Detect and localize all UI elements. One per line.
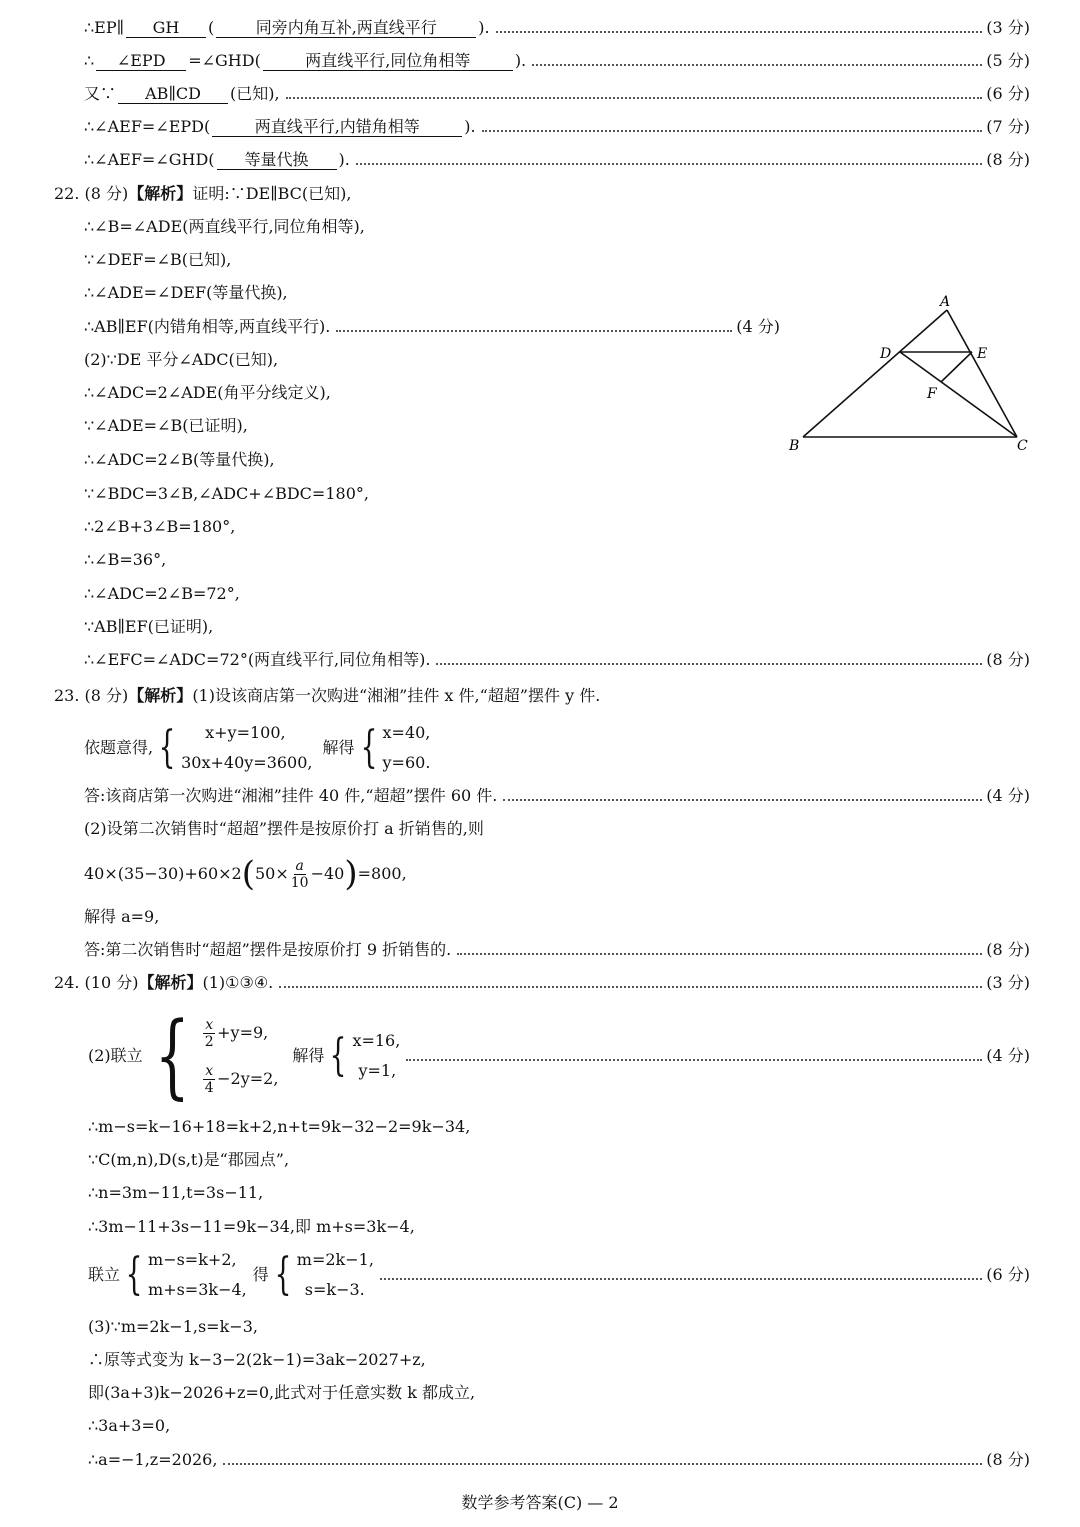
text: ). (514, 51, 527, 70)
q22-line: (2)∵DE 平分∠ADC(已知), (84, 350, 279, 369)
question-number: 24. (10 分) (54, 973, 139, 992)
paren-open: ( (241, 854, 255, 894)
q22-line: ∴∠B=36°, (84, 550, 167, 569)
text: (1)设该商店第一次购进“湘湘”挂件 x 件,“超超”摆件 y 件. (192, 686, 601, 705)
leader-dots (532, 64, 982, 66)
text: ( (208, 18, 215, 37)
leader-dots (496, 31, 983, 33)
proof-line-5 (84, 148, 1030, 172)
q24-line: ∴n=3m−11,t=3s−11, (88, 1183, 264, 1202)
q24-line: (3)∵m=2k−1,s=k−3, (88, 1317, 258, 1336)
text: ∴EP∥ (84, 18, 125, 37)
text: (1)①③④. (202, 973, 274, 992)
fill-blank: 等量代换 (217, 151, 337, 170)
equation: 30x+40y=3600, (181, 753, 313, 772)
q23-heading (54, 684, 600, 708)
label-d: D (880, 346, 892, 362)
fill-blank: AB∥CD (118, 85, 228, 104)
text: 答:第二次销售时“超超”摆件是按原价打 9 折销售的. (84, 940, 452, 959)
side-ab (803, 310, 947, 437)
text: (已知), (230, 84, 280, 103)
label-e: E (977, 346, 988, 362)
equation: x=16, (352, 1031, 401, 1050)
solution-system (269, 1245, 374, 1305)
paren-close: ) (344, 854, 358, 894)
q22-line: ∵∠ADE=∠B(已证明), (84, 416, 248, 435)
score: (8 分) (986, 1450, 1030, 1469)
brace-icon: { (330, 1030, 347, 1081)
score: (3 分) (986, 973, 1030, 992)
q22-line: ∴∠ADC=2∠ADE(角平分线定义), (84, 383, 331, 402)
q22-line: ∴∠ADC=2∠B(等量代换), (84, 450, 275, 469)
proof-line-3 (84, 82, 1030, 106)
text: ). (338, 150, 350, 169)
score: (8 分) (986, 150, 1030, 169)
text: 答:该商店第一次购进“湘湘”挂件 40 件,“超超”摆件 60 件. (84, 786, 498, 805)
fill-blank: 两直线平行,同位角相等 (263, 52, 513, 71)
q22-line: ∵AB∥EF(已证明), (84, 617, 214, 636)
q24-line: ∵C(m,n),D(s,t)是“郡园点”, (88, 1150, 290, 1169)
proof-line-4 (84, 115, 1030, 139)
fraction (291, 858, 309, 891)
equation: m−s=k+2, (148, 1250, 237, 1269)
score: (3 分) (986, 18, 1030, 37)
text: 解得 (322, 738, 355, 757)
equation: s=k−3. (304, 1280, 365, 1299)
q24-line: ∴原等式变为 k−3−2(2k−1)=3ak−2027+z, (88, 1350, 426, 1369)
q22-line: ∵∠BDC=3∠B,∠ADC+∠BDC=180°, (84, 484, 369, 503)
analysis-tag: 【解析】 (138, 973, 203, 992)
q23-answer-1 (84, 784, 1030, 808)
score: (6 分) (986, 84, 1030, 103)
brace-icon: { (154, 1002, 190, 1109)
leader-dots (336, 330, 732, 332)
score: (4 分) (736, 317, 780, 336)
equation: m=2k−1, (296, 1250, 374, 1269)
solution-system (324, 1026, 400, 1086)
proof-line-1 (84, 16, 1030, 40)
equation: x+y=100, (205, 723, 286, 742)
text: 40×(35−30)+60×2 (84, 864, 242, 883)
text: ∴∠AEF=∠EPD( (84, 117, 211, 136)
equation: m+s=3k−4, (148, 1280, 247, 1299)
leader-dots (356, 163, 982, 165)
proof-line-2 (84, 49, 1030, 73)
equation-system (153, 718, 312, 778)
fill-blank: ∠EPD (96, 52, 186, 71)
analysis-tag: 【解析】 (128, 184, 193, 203)
q23-system (84, 718, 430, 778)
fill-blank: 同旁内角互补,两直线平行 (216, 19, 476, 38)
brace-icon: { (125, 1249, 143, 1300)
equation: x=40, (382, 723, 431, 742)
leader-dots (457, 953, 982, 955)
q22-line: ∴∠B=∠ADE(两直线平行,同位角相等), (84, 217, 365, 236)
q22-line: ∵∠DEF=∠B(已知), (84, 250, 232, 269)
text: 又∵ (84, 84, 117, 103)
segment-ef (941, 352, 972, 382)
side-ac (947, 310, 1017, 437)
fraction: $\frac{x}{2}$ (204, 1017, 214, 1050)
equation: y=60. (382, 753, 431, 772)
text: ). (464, 117, 476, 136)
equation: y=1, (358, 1061, 397, 1080)
q22-line: ∴2∠B+3∠B=180°, (84, 517, 236, 536)
q24-line: ∴3a+3=0, (88, 1416, 171, 1435)
q23-part2: (2)设第二次销售时“超超”摆件是按原价打 a 折销售的,则 (84, 819, 484, 838)
fill-blank: GH (126, 19, 206, 38)
equation-system (143, 1002, 279, 1109)
text: 证明:∵DE∥BC(已知), (192, 184, 352, 203)
text: ∴∠EFC=∠ADC=72°(两直线平行,同位角相等). (84, 650, 431, 669)
q22-line: ∴∠ADE=∠DEF(等量代换), (84, 283, 288, 302)
q24-line-10 (88, 1448, 1030, 1472)
leader-dots (482, 130, 983, 132)
score: (7 分) (986, 117, 1030, 136)
q24-heading (54, 971, 1030, 995)
q23-equation (84, 852, 407, 896)
text: −40 (310, 864, 345, 883)
leader-dots (223, 1463, 982, 1465)
leader-dots (380, 1278, 982, 1280)
text: 依题意得, (84, 738, 154, 757)
score: (6 分) (986, 1265, 1030, 1284)
q24-line: ∴3m−11+3s−11=9k−34,即 m+s=3k−4, (88, 1217, 415, 1236)
analysis-tag: 【解析】 (128, 686, 193, 705)
numerator: a (295, 857, 304, 874)
q23-solve: 解得 a=9, (84, 907, 160, 926)
label-c: C (1017, 438, 1028, 454)
text: 50× (255, 864, 289, 883)
triangle-figure (785, 290, 1035, 460)
solution-system (355, 718, 431, 778)
q22-heading (54, 182, 351, 206)
text: =800, (357, 864, 407, 883)
denominator: 10 (290, 874, 309, 891)
leader-dots (279, 986, 982, 988)
leader-dots (286, 97, 983, 99)
score: (4 分) (986, 1046, 1030, 1065)
leader-dots (503, 799, 982, 801)
page-footer: 数学参考答案(C) — 2 (461, 1493, 619, 1512)
score: (5 分) (986, 51, 1030, 70)
score: (8 分) (986, 940, 1030, 959)
equation: $\frac{x}{4}$ −2y=2, (204, 1063, 279, 1096)
text: ). (478, 18, 490, 37)
brace-icon: { (274, 1249, 292, 1300)
q23-answer-2 (84, 938, 1030, 962)
q24-system-2 (88, 1245, 1030, 1305)
text: 解得 (292, 1046, 325, 1065)
question-number: 23. (8 分) (54, 686, 129, 705)
text: 得 (252, 1265, 269, 1284)
equation: $\frac{x}{2}$ +y=9, (204, 1017, 269, 1050)
text: ∴ (84, 51, 95, 70)
label-b: B (789, 438, 800, 454)
leader-dots (436, 663, 982, 665)
fraction: $\frac{x}{4}$ (204, 1063, 214, 1096)
score: (4 分) (986, 786, 1030, 805)
text: ∴AB∥EF(内错角相等,两直线平行). (84, 317, 331, 336)
label-a: A (940, 294, 951, 310)
q24-line: ∴m−s=k−16+18=k+2,n+t=9k−32−2=9k−34, (88, 1117, 471, 1136)
leader-dots (406, 1059, 982, 1061)
question-number: 22. (8 分) (54, 184, 129, 203)
q24-part2 (88, 1002, 1030, 1109)
q24-line: 即(3a+3)k−2026+z=0,此式对于任意实数 k 都成立, (88, 1383, 476, 1402)
q22-line: ∴∠ADC=2∠B=72°, (84, 584, 240, 603)
brace-icon: { (158, 722, 176, 773)
equation-system (120, 1245, 247, 1305)
text: 联立 (88, 1265, 121, 1284)
q22-line-14 (84, 648, 1030, 672)
score: (8 分) (986, 650, 1030, 669)
text: =∠GHD( (188, 51, 261, 70)
brace-icon: { (360, 722, 377, 773)
label-f: F (927, 386, 937, 402)
q22-line-4 (84, 315, 780, 339)
text: ∴a=−1,z=2026, (88, 1450, 218, 1469)
text: (2)联立 (88, 1046, 143, 1065)
fill-blank: 两直线平行,内错角相等 (212, 118, 462, 137)
text: ∴∠AEF=∠GHD( (84, 150, 215, 169)
